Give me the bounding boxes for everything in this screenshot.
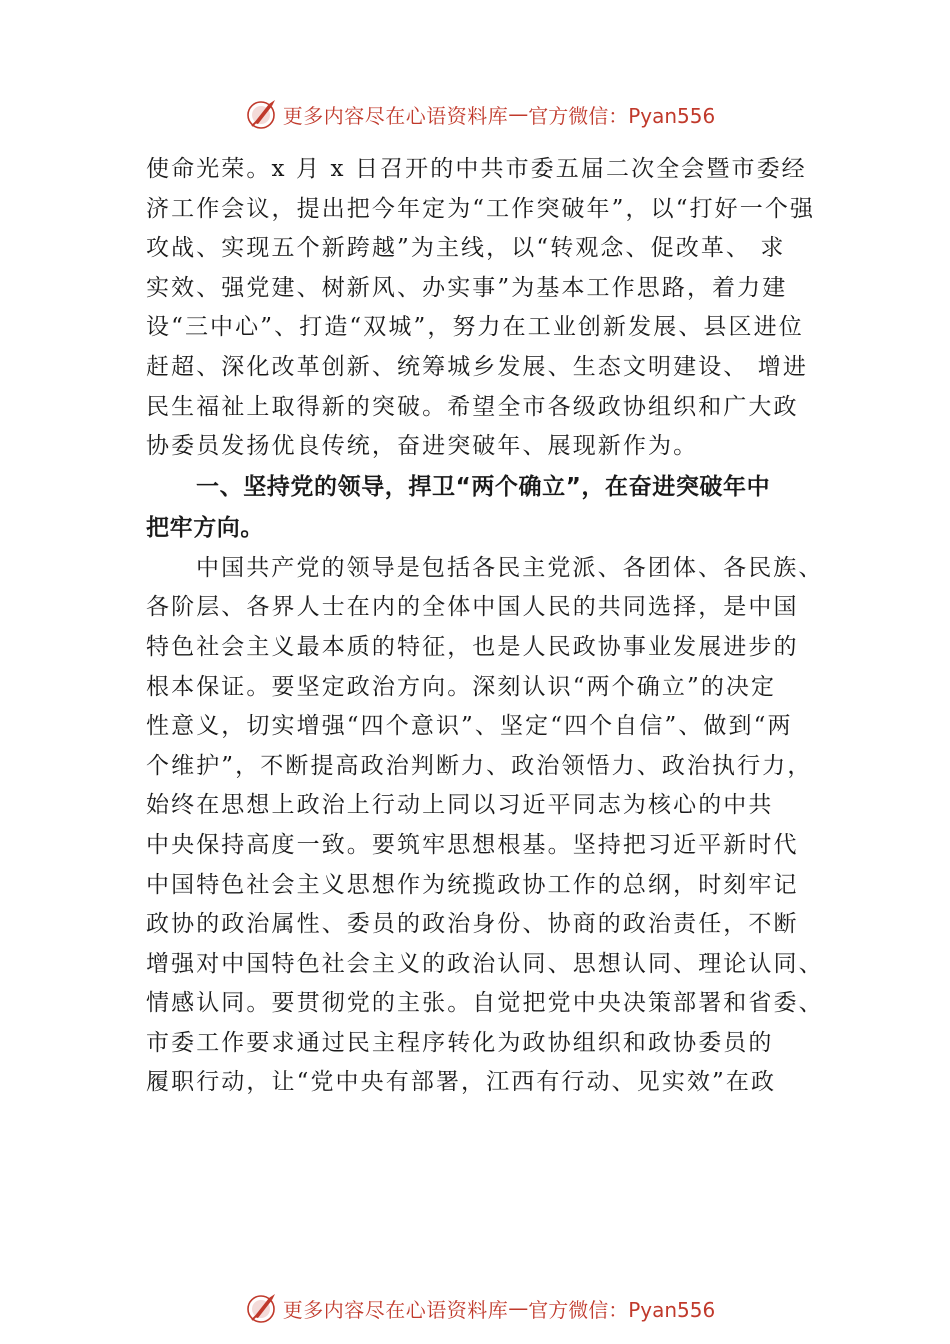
text-line: 根本保证。要坚定政治方向。深刻认识“两个确立”的决定 [146,673,777,700]
text-line: 情感认同。要贯彻党的主张。自觉把党中央决策部署和省委、 [146,990,824,1017]
banner-wechat: 官方微信：Pyan556 [528,1297,716,1322]
section-heading [146,467,816,549]
document-body [146,150,824,1103]
text-line: 各阶层、各界人士在内的全体中国人民的共同选择，是中国 [146,594,799,621]
text-line: 设“三中心”、打造“双城”，努力在工业创新发展、县区进位 [146,314,804,341]
banner-content [245,1291,716,1325]
text-line: 协委员发扬优良传统，奋进突破年、展现新作为。 [146,433,699,460]
text-line: 履职行动，让“党中央有部署，江西有行动、见实效”在政 [146,1069,777,1096]
text-line: 实效、强党建、树新风、办实事”为基本工作思路，着力建 [146,274,788,301]
banner-content [245,97,716,131]
paragraph-intro [146,150,816,467]
text-line: 中国共产党的领导是包括各民主党派、各团体、各民族、 [196,554,824,581]
text-line: 市委工作要求通过民主程序转化为政协组织和政协委员的 [146,1029,774,1056]
header-banner [0,94,950,134]
text-line: 性意义，切实增强“四个意识”、坚定“四个自信”、做到“两 [146,713,793,740]
quill-pen-logo-icon [245,1291,279,1325]
text-line: 始终在思想上政治上行动上同以习近平同志为核心的中共 [146,792,774,819]
text-line: 中央保持高度一致。要筑牢思想根基。坚持把习近平新时代 [146,831,799,858]
text-line: 中国特色社会主义思想作为统揽政协工作的总纲，时刻牢记 [146,871,799,898]
heading-line: 一、坚持党的领导，捍卫“两个确立”，在奋进突破年中 [196,473,771,500]
text-line: 使命光荣。x 月 x 日召开的中共市委五届二次全会暨市委经 [146,156,807,182]
quill-pen-logo-icon [245,97,279,131]
heading-line: 把牢方向。 [146,514,264,541]
text-line: 赶超、深化改革创新、统筹城乡发展、生态文明建设、 增进 [146,353,809,380]
footer-banner [0,1288,950,1328]
text-line: 增强对中国特色社会主义的政治认同、思想认同、理论认同、 [146,950,824,977]
text-line: 政协的政治属性、委员的政治身份、协商的政治责任，不断 [146,911,799,938]
text-line: 特色社会主义最本质的特征，也是人民政协事业发展进步的 [146,633,799,660]
paragraph-body [146,549,824,1103]
text-line: 个维护”，不断提高政治判断力、政治领悟力、政治执行力， [146,752,813,779]
banner-wechat: 官方微信：Pyan556 [528,103,716,128]
banner-title: 更多内容尽在心语资料库 [282,103,509,128]
banner-title: 更多内容尽在心语资料库 [282,1297,509,1322]
text-line: 济工作会议，提出把今年定为“工作突破年”，以“打好一个强 [146,195,816,222]
banner-separator: — [508,1296,529,1320]
text-line: 攻战、实现五个新跨越”为主线，以“转观念、促改革、 求 [146,235,786,262]
text-line: 民生福祉上取得新的突破。希望全市各级政协组织和广大政 [146,393,799,420]
banner-separator: — [508,102,529,126]
